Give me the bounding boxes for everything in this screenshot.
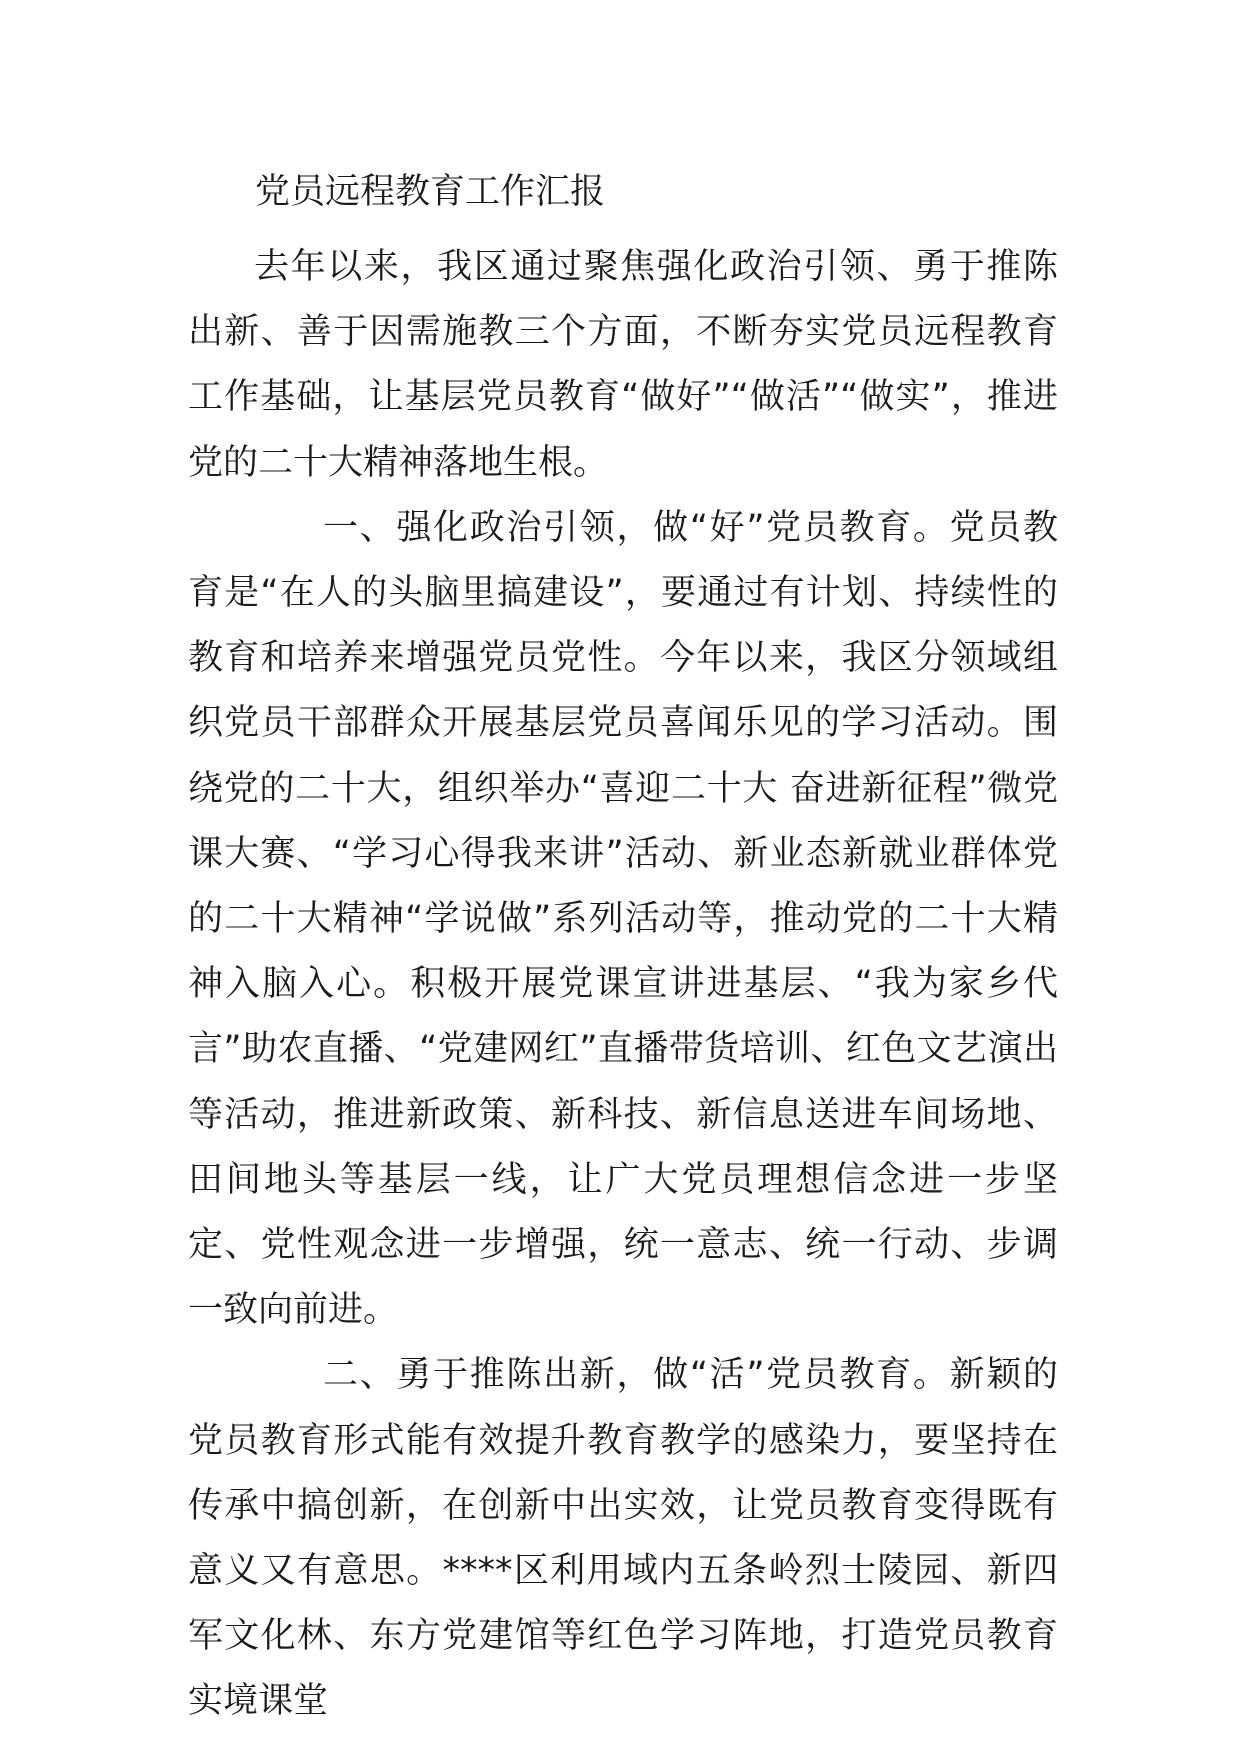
paragraph-section-two: 二、勇于推陈出新，做“活”党员教育。新颖的党员教育形式能有效提升教育教学的感染力，要坚持在传承中搞创新，在创新中出实效，让党员教育变得既有意义又有意思。****区利用域内五条岭烈士陵园、新四军文化林、东方党建馆等红色学习阵地，打造党员教育实境课堂 — [188, 1355, 1058, 1722]
paragraph-section-one: 一、强化政治引领，做“好”党员教育。党员教育是“在人的头脑里搞建设”，要通过有计划、持续性的教育和培养来增强党员党性。今年以来，我区分领域组织党员干部群众开展基层党员喜闻乐见的学习活动。围绕党的二十大，组织举办“喜迎二十大 奋进新征程”微党课大赛、“学习心得我来讲”活动、新业态新就业群体党的二十大精神“学说做”系列活动等，推动党的二十大精神入脑入心。积极开展党课宣讲进基层、“我为家乡代言”助农直播、“党建网红”直播带货培训、红色文艺演出等活动，推进新政策、新科技、新信息送进车间场地、田间地头等基层一线，让广大党员理想信念进一步坚定、党性观念进一步增强，统一意志、统一行动、步调一致向前进。 — [188, 507, 1058, 1331]
paragraph-intro: 去年以来，我区通过聚焦强化政治引领、勇于推陈出新、善于因需施教三个方面，不断夯实党员远程教育工作基础，让基层党员教育“做好”“做活”“做实”，推进党的二十大精神落地生根。 — [188, 247, 1058, 483]
document-title: 党员远程教育工作汇报 — [255, 172, 606, 212]
document-body — [188, 235, 1058, 1735]
